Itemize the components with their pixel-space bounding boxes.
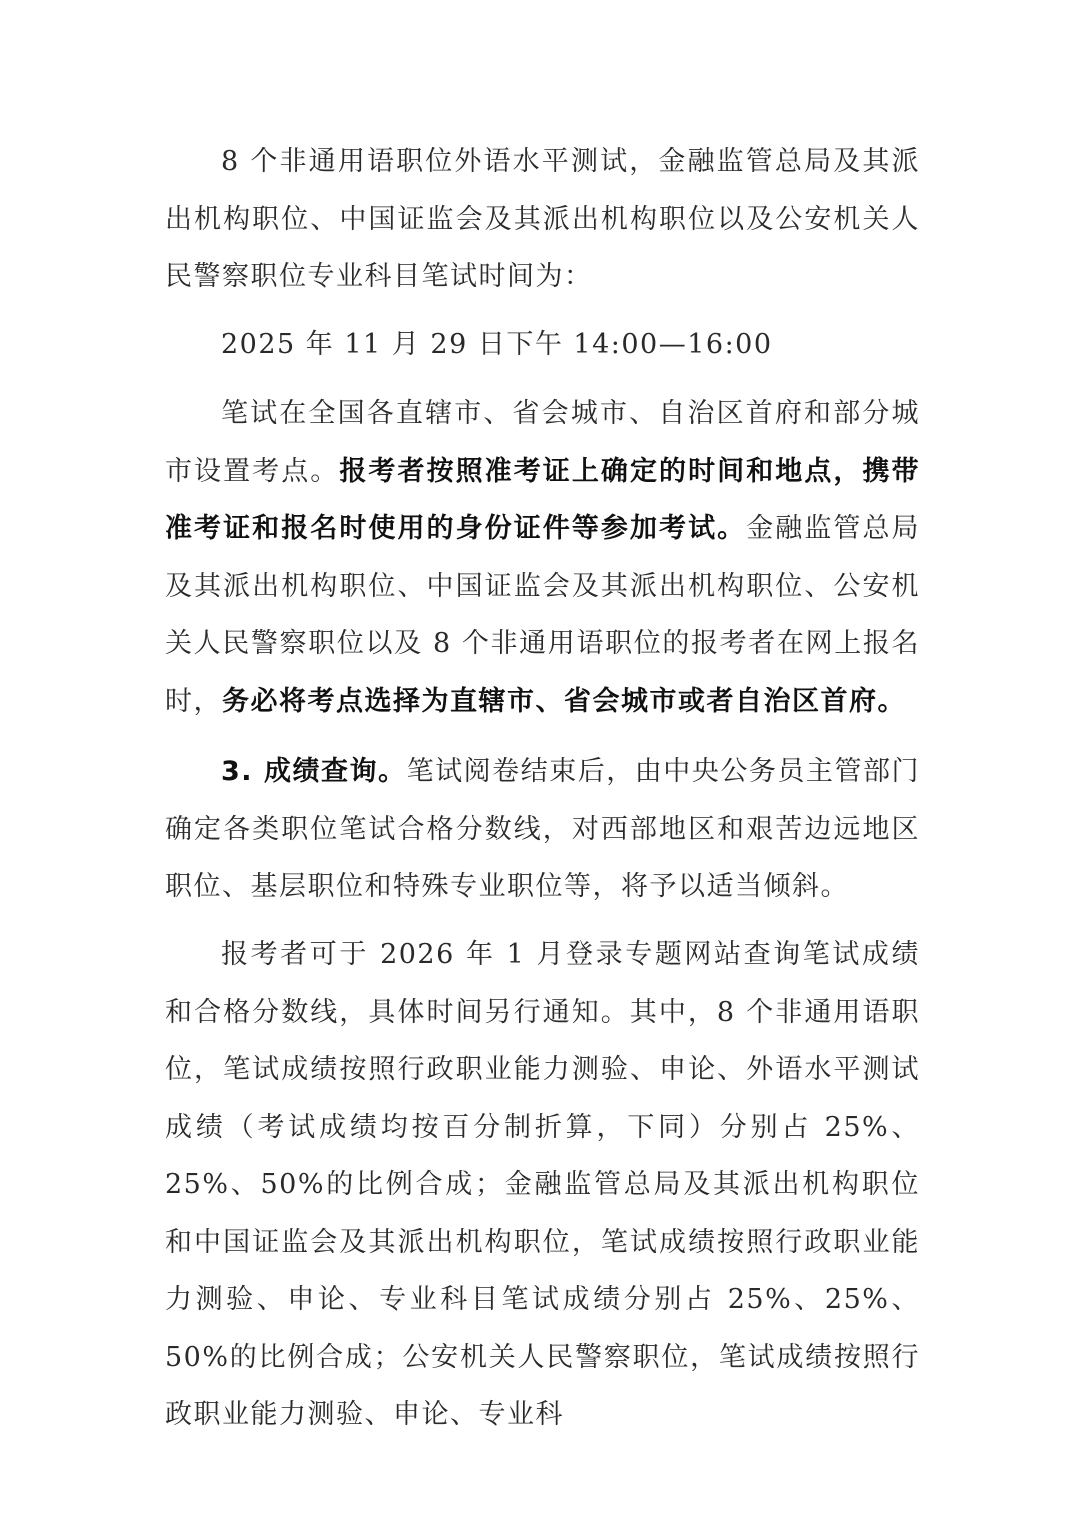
score-query-text: 笔试阅卷结束后，由中央公务员主管部门确定各类职位笔试合格分数线，对西部地区和艰苦边远地区职位、基层职位和特殊专业职位等，将予以适当倾斜。 bbox=[165, 756, 920, 902]
paragraph-score-composition: 报考者可于 2026 年 1 月登录专题网站查询笔试成绩和合格分数线，具体时间另行通知。其中，8 个非通用语职位，笔试成绩按照行政职业能力测验、申论、外语水平测试成绩（考试成绩均按百分制折算，下同）分别占 25%、25%、50%的比例合成；金融监管总局及其派出机构职位和中国证监会及其派出机构职位，笔试成绩按照行政职业能力测验、申论、专业科目笔试成绩分别占 25%、25%、50%的比例合成；公安机关人民警察职位，笔试成绩按照行政职业能力测验、申论、专业科 bbox=[165, 939, 920, 1430]
paragraph-score-query bbox=[165, 743, 920, 916]
locations-bold-requirement: 务必将考点选择为直辖市、省会城市或者自治区首府。 bbox=[222, 685, 906, 717]
paragraph-exam-locations bbox=[165, 385, 920, 730]
section-heading-score-query: 3. 成绩查询。 bbox=[221, 756, 407, 787]
paragraph-exam-time-intro: 8 个非通用语职位外语水平测试，金融监管总局及其派出机构职位、中国证监会及其派出机构职位以及公安机关人民警察职位专业科目笔试时间为： bbox=[165, 146, 920, 292]
locations-bold-instruction: 报考者按照准考证上确定的时间和地点，携带准考证和报名时使用的身份证件等参加考试。 bbox=[165, 455, 921, 544]
paragraph-exam-datetime: 2025 年 11 月 29 日下午 14:00—16:00 bbox=[221, 329, 773, 360]
locations-text-2: 金融监管总局及其派出机构职位、中国证监会及其派出机构职位、公安机关人民警察职位以及 8 个非通用语职位的报考者在网上报名时， bbox=[165, 513, 921, 717]
locations-text-1: 笔试在全国各直辖市、省会城市、自治区首府和部分城市设置考点。 bbox=[165, 398, 920, 487]
